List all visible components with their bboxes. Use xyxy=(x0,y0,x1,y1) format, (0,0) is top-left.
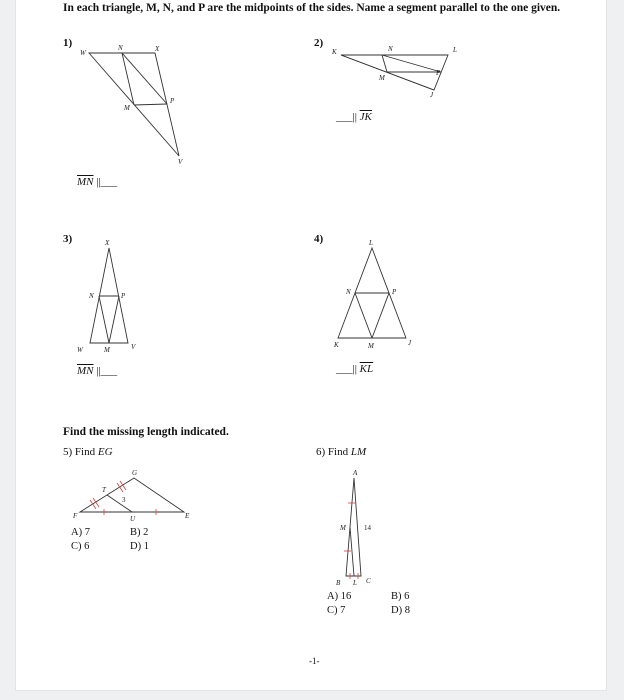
p6-label-14: 14 xyxy=(364,524,371,532)
p1-label-m: M xyxy=(124,104,130,112)
p3-label-w: W xyxy=(77,346,83,354)
instructions: In each triangle, M, N, and P are the midpoints of the sides. Name a segment parallel to the one given. xyxy=(63,2,561,14)
p5-choice-b[interactable]: B) 2 xyxy=(130,527,149,538)
p2-parallel-symbol: || xyxy=(352,111,357,123)
p6-choice-d[interactable]: D) 8 xyxy=(391,605,410,616)
p4-label-j: J xyxy=(408,339,412,347)
p1-given-segment: $\overline{MN}$ xyxy=(77,176,94,188)
p4-label-k: K xyxy=(334,341,339,349)
p5-label-u: U xyxy=(130,515,136,523)
p3-label-n: N xyxy=(89,292,94,300)
p4-label-n: N xyxy=(346,288,351,296)
p1-label-x: X xyxy=(155,45,160,53)
p1-label-w: W xyxy=(80,49,86,57)
p3-given-segment: $\overline{MN}$ xyxy=(77,365,94,377)
p5-label-e: E xyxy=(185,512,190,520)
p6-choice-c[interactable]: C) 7 xyxy=(327,605,346,616)
p4-label-l: L xyxy=(369,239,373,247)
p1-label-v: V xyxy=(178,158,183,166)
problem-2-number: 2) xyxy=(314,37,324,49)
p4-label-m: M xyxy=(368,342,374,350)
p5-label: 5) Find xyxy=(63,446,96,458)
p2-label-p: P xyxy=(436,69,441,77)
p3-label-v: V xyxy=(131,343,136,351)
p3-answer-blank[interactable]: ___ xyxy=(100,365,118,377)
p2-given-segment: $\overline{JK}$ xyxy=(359,111,372,123)
p3-label-p: P xyxy=(121,292,126,300)
p2-label-l: L xyxy=(453,46,457,54)
page-number: -1- xyxy=(309,656,320,666)
p4-answer-blank[interactable]: ___ xyxy=(336,363,353,375)
p3-label-x: X xyxy=(105,239,110,247)
p6-label: 6) Find xyxy=(316,446,349,458)
p2-answer-blank[interactable]: ___ xyxy=(336,111,353,123)
p6-target: LM xyxy=(350,446,367,458)
p5-target: EG xyxy=(97,446,113,458)
p5-label-t: T xyxy=(102,486,106,494)
p3-label-m: M xyxy=(104,346,110,354)
p5-choice-c[interactable]: C) 6 xyxy=(71,541,90,552)
p1-label-p: P xyxy=(170,97,175,105)
p6-label-a: A xyxy=(353,469,358,477)
problem-4-number: 4) xyxy=(314,233,324,245)
worksheet-page xyxy=(16,0,606,690)
p1-answer-blank[interactable]: ___ xyxy=(100,176,118,188)
p1-label-n: N xyxy=(118,44,123,52)
p5-choice-d[interactable]: D) 1 xyxy=(130,541,149,552)
p6-choice-a[interactable]: A) 16 xyxy=(327,591,352,602)
p2-label-m: M xyxy=(379,74,385,82)
p2-label-n: N xyxy=(388,45,393,53)
p5-label-f: F xyxy=(73,512,78,520)
p6-label-c: C xyxy=(366,577,371,585)
p3-parallel-symbol: || xyxy=(96,365,101,377)
p6-label-l: L xyxy=(353,579,357,587)
p5-label-3: 3 xyxy=(122,496,126,504)
problem-1-number: 1) xyxy=(63,37,73,49)
p4-label-p: P xyxy=(392,288,397,296)
p5-label-g: G xyxy=(132,469,138,477)
p6-label-m: M xyxy=(340,524,346,532)
p4-given-segment: $\overline{KL}$ xyxy=(359,363,374,375)
p6-choice-b[interactable]: B) 6 xyxy=(391,591,410,602)
p1-parallel-symbol: || xyxy=(96,176,101,188)
p5-choice-a[interactable]: A) 7 xyxy=(71,527,90,538)
p2-label-j: J xyxy=(430,91,434,99)
p2-label-k: K xyxy=(332,48,337,56)
section-heading: Find the missing length indicated. xyxy=(63,426,229,438)
p4-parallel-symbol: || xyxy=(352,363,357,375)
p6-label-b: B xyxy=(336,579,341,587)
problem-3-number: 3) xyxy=(63,233,73,245)
problem-6-diagram xyxy=(16,0,606,690)
